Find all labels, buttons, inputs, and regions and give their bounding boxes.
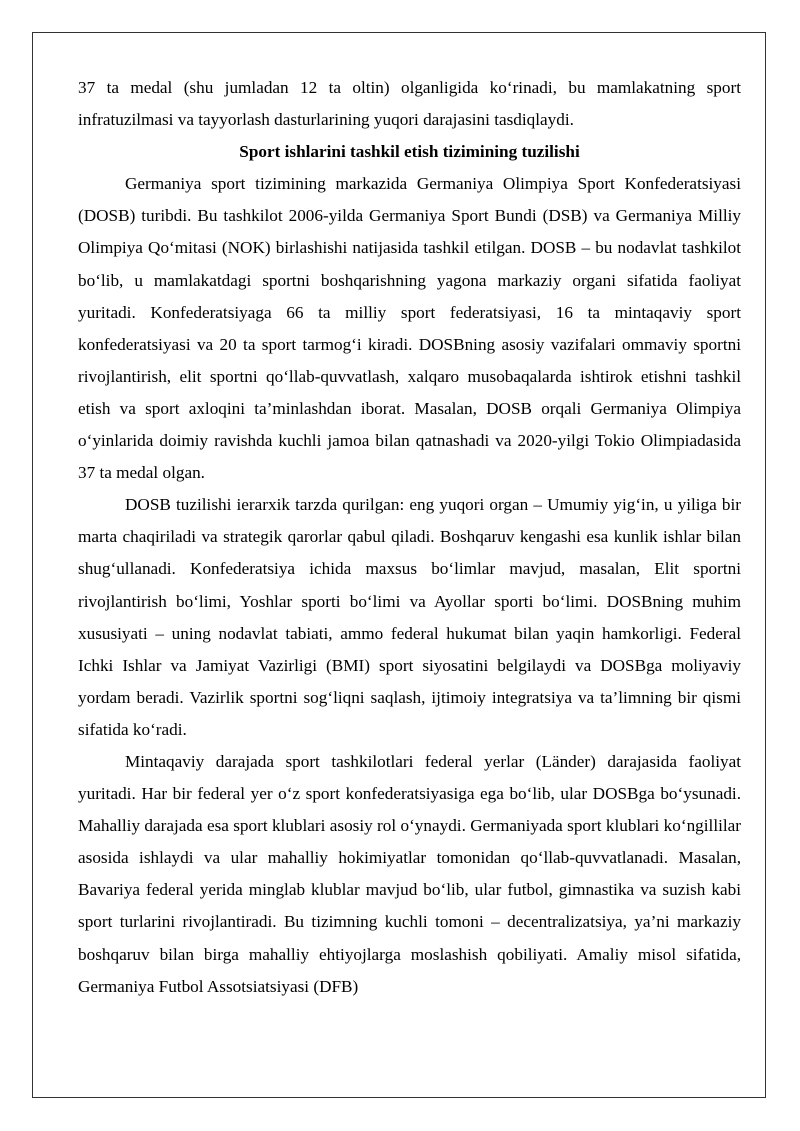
intro-paragraph: 37 ta medal (shu jumladan 12 ta oltin) olganligida ko‘rinadi, bu mamlakatning sport infratuzilmasi va tayyorlash dasturlarining yuqori darajasini tasdiqlaydi. xyxy=(78,78,741,130)
paragraph-dosb-overview: Germaniya sport tizimining markazida Germaniya Olimpiya Sport Konfederatsiyasi (DOSB) turibdi. Bu tashkilot 2006-yilda Germaniya Sport Bundi (DSB) va Germaniya Milliy Olimpiya Qo‘mitasi (NOK) birlashishi natijasida tashkil etilgan. DOSB – bu nodavlat tashkilot bo‘lib, u mamlakatdagi sportni boshqarishning yagona markaziy organi sifatida faoliyat yuritadi. Konfederatsiyaga 66 ta milliy sport federatsiyasi, 16 ta mintaqaviy sport konfederatsiyasi va 20 ta sport tarmog‘i kiradi. DOSBning asosiy vazifalari ommaviy sportni rivojlantirish, elit sportni qo‘llab-quvvatlash, xalqaro musobaqalarda ishtirok etishni tashkil etish va sport axloqini ta’minlashdan iborat. Masalan, DOSB orqali Germaniya Olimpiya o‘yinlarida doimiy ravishda kuchli jamoa bilan qatnashadi va 2020-yilgi Tokio Olimpiadasida 37 ta medal olgan. xyxy=(78,174,741,483)
section-heading: Sport ishlarini tashkil etish tizimining tuzilishi xyxy=(239,142,580,162)
document-body xyxy=(78,72,741,1003)
paragraph-regional-level: Mintaqaviy darajada sport tashkilotlari federal yerlar (Länder) darajasida faoliyat yuritadi. Har bir federal yer o‘z sport konfederatsiyasiga ega bo‘lib, ular DOSBga bo‘ysunadi. Mahalliy darajada esa sport klublari asosiy rol o‘ynaydi. Germaniyada sport klublari ko‘ngillilar asosida ishlaydi va ular mahalliy hokimiyatlar tomonidan qo‘llab-quvvatlanadi. Masalan, Bavariya federal yerida minglab klublar mavjud bo‘lib, ular futbol, gimnastika va suzish kabi sport turlarini rivojlantiradi. Bu tizimning kuchli tomoni – decentralizatsiya, ya’ni markaziy boshqaruv bilan birga mahalliy ehtiyojlarga moslashish qobiliyati. Amaliy misol sifatida, Germaniya Futbol Assotsiatsiyasi (DFB) xyxy=(78,751,741,996)
paragraph-dosb-structure: DOSB tuzilishi ierarxik tarzda qurilgan: eng yuqori organ – Umumiy yig‘in, u yiliga bir marta chaqiriladi va strategik qarorlar qabul qiladi. Boshqaruv kengashi esa kunlik ishlar bilan shug‘ullanadi. Konfederatsiya ichida maxsus bo‘limlar mavjud, masalan, Elit sportni rivojlantirish bo‘limi, Yoshlar sporti bo‘limi va Ayollar sporti bo‘limi. DOSBning muhim xususiyati – uning nodavlat tabiati, ammo federal hukumat bilan yaqin hamkorligi. Federal Ichki Ishlar va Jamiyat Vazirligi (BMI) sport siyosatini belgilaydi va DOSBga moliyaviy yordam beradi. Vazirlik sportni sog‘liqni saqlash, ijtimoiy integratsiya va ta’limning bir qismi sifatida ko‘radi. xyxy=(78,495,741,739)
